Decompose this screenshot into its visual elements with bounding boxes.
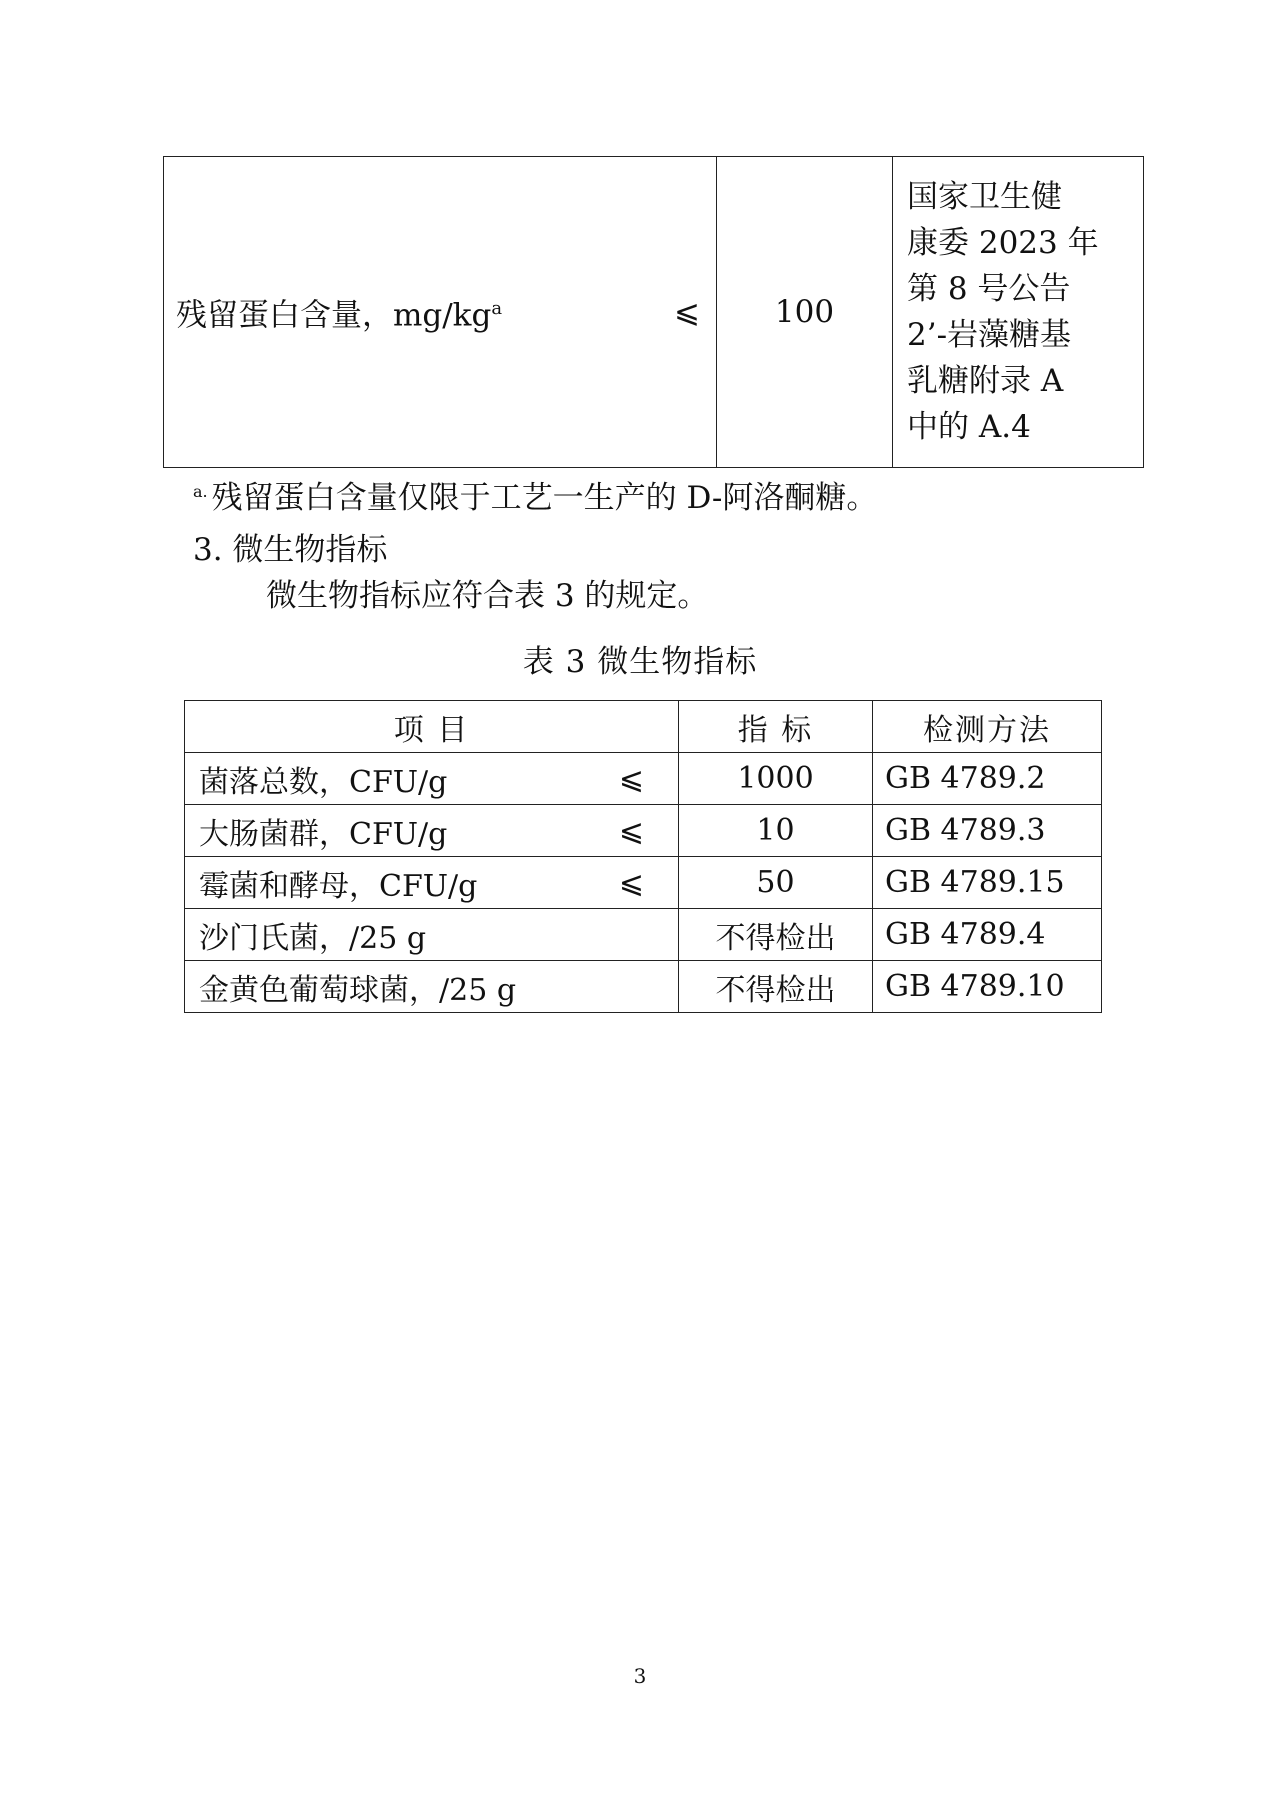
method-cell: GB 4789.3 bbox=[873, 805, 1102, 857]
table-row bbox=[185, 961, 1102, 1013]
method-cell: GB 4789.4 bbox=[873, 909, 1102, 961]
value-cell: 50 bbox=[679, 857, 873, 909]
method-cell: GB 4789.2 bbox=[873, 753, 1102, 805]
item-label: 残留蛋白含量，mg/kg bbox=[176, 297, 492, 334]
value-cell: 10 bbox=[679, 805, 873, 857]
table-caption: 表 3 微生物指标 bbox=[522, 644, 758, 680]
item-label-wrap bbox=[176, 290, 502, 335]
item-label: 菌落总数，CFU/g bbox=[199, 764, 448, 800]
value-cell: 1000 bbox=[679, 753, 873, 805]
value-cell: 不得检出 bbox=[679, 909, 873, 961]
method-cell: GB 4789.15 bbox=[873, 857, 1102, 909]
section-paragraph: 微生物指标应符合表 3 的规定。 bbox=[266, 578, 709, 614]
table-row bbox=[185, 753, 1102, 805]
table-row bbox=[185, 805, 1102, 857]
table-row bbox=[164, 157, 1144, 468]
item-cell bbox=[164, 157, 717, 468]
comparator-sign: ⩽ bbox=[618, 813, 644, 848]
method-line: 2’-岩藻糖基 bbox=[907, 317, 1072, 353]
method-line: 乳糖附录 A bbox=[907, 363, 1064, 399]
header-item: 项 目 bbox=[185, 701, 679, 753]
table-footnote bbox=[193, 472, 877, 517]
method-cell bbox=[893, 157, 1144, 468]
method-cell: GB 4789.10 bbox=[873, 961, 1102, 1013]
table-row bbox=[185, 857, 1102, 909]
footnote-marker-label: a. bbox=[193, 481, 208, 501]
table-row bbox=[185, 909, 1102, 961]
value-cell: 100 bbox=[717, 157, 893, 468]
item-cell bbox=[185, 857, 679, 909]
header-value: 指 标 bbox=[679, 701, 873, 753]
table-header-row bbox=[185, 701, 1102, 753]
method-line: 康委 2023 年 bbox=[907, 225, 1099, 261]
method-line: 国家卫生健 bbox=[907, 179, 1062, 215]
comparator-sign: ⩽ bbox=[618, 865, 644, 900]
header-method: 检测方法 bbox=[873, 701, 1102, 753]
item-label: 霉菌和酵母，CFU/g bbox=[199, 868, 478, 904]
method-line: 中的 A.4 bbox=[907, 409, 1031, 445]
comparator-sign: ⩽ bbox=[674, 294, 700, 330]
item-label: 金黄色葡萄球菌，/25 g bbox=[199, 972, 517, 1008]
item-label: 沙门氏菌，/25 g bbox=[199, 920, 427, 956]
item-cell bbox=[185, 909, 679, 961]
item-label: 大肠菌群，CFU/g bbox=[199, 816, 448, 852]
item-cell bbox=[185, 961, 679, 1013]
method-line: 第 8 号公告 bbox=[907, 271, 1071, 307]
residual-protein-table bbox=[163, 156, 1144, 468]
item-cell bbox=[185, 805, 679, 857]
microbial-indicators-table bbox=[184, 700, 1102, 1013]
footnote-text: 残留蛋白含量仅限于工艺一生产的 D-阿洛酮糖。 bbox=[211, 480, 878, 516]
item-cell bbox=[185, 753, 679, 805]
comparator-sign: ⩽ bbox=[618, 761, 644, 796]
page-number: 3 bbox=[633, 1664, 647, 1688]
section-heading: 3. 微生物指标 bbox=[193, 532, 388, 568]
value-cell: 不得检出 bbox=[679, 961, 873, 1013]
footnote-marker: a bbox=[491, 298, 503, 320]
